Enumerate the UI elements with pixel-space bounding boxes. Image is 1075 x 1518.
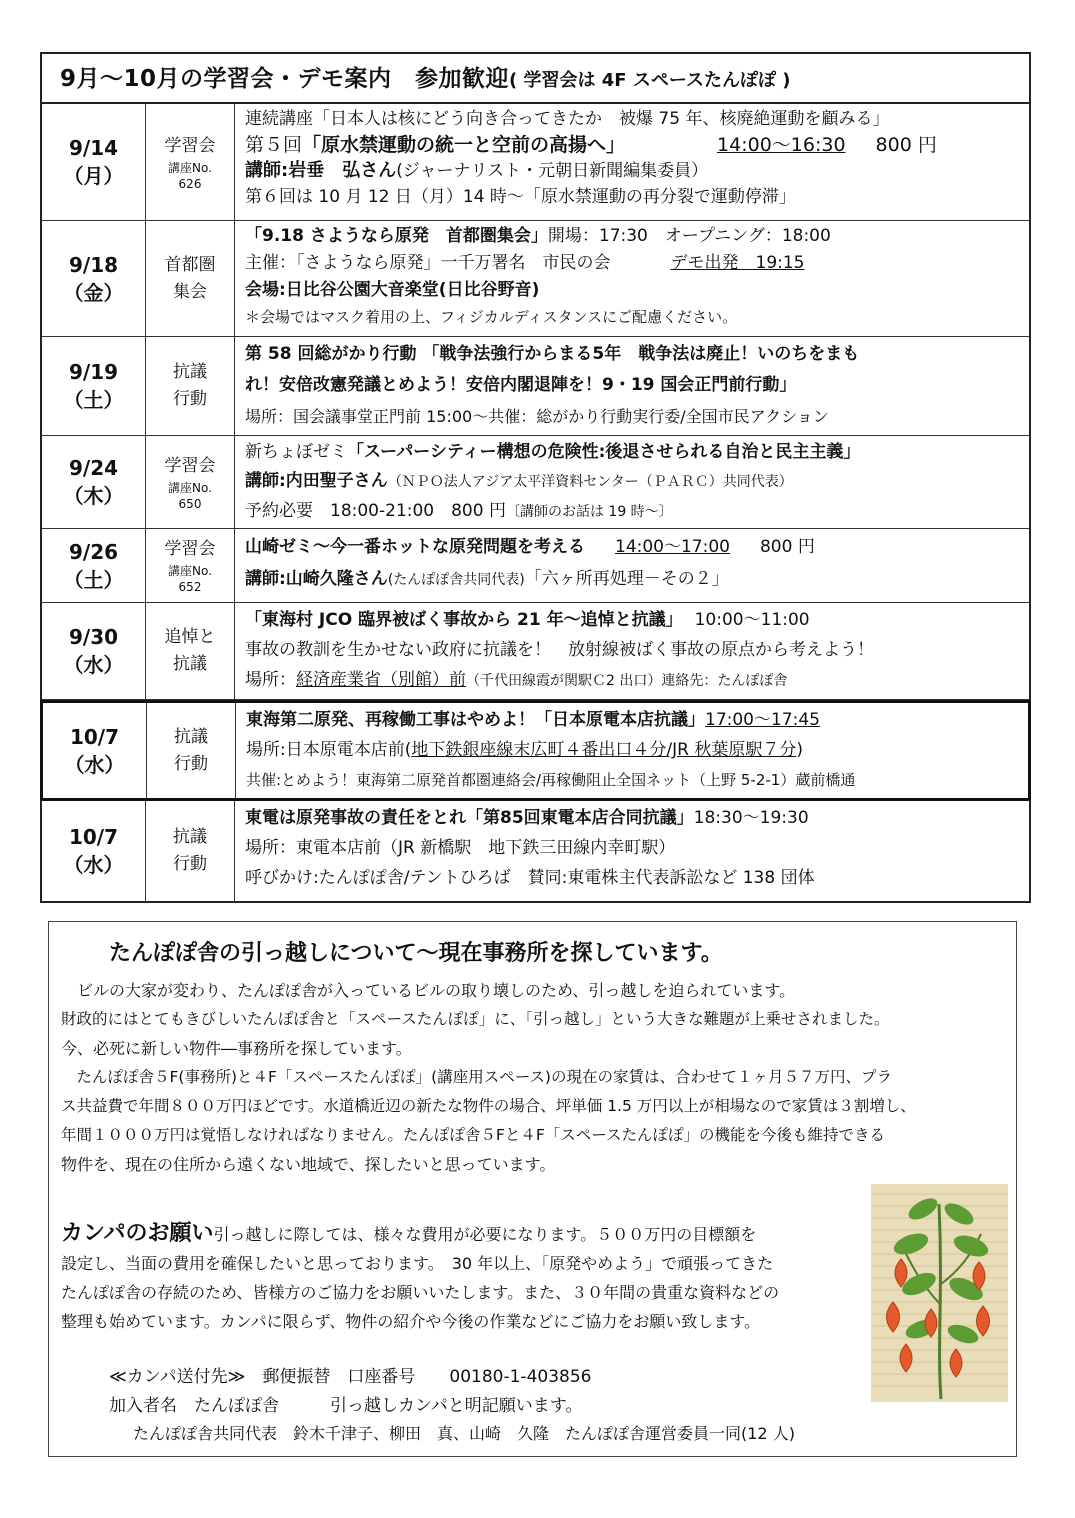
physalis-plant-illustration xyxy=(871,1184,1008,1402)
event-date: 9/26 （土） xyxy=(42,529,146,602)
event-type: 抗議 行動 xyxy=(146,337,235,435)
notice-body: ビルの大家が変わり、たんぽぽ舎が入っているビルの取り壊しのため、引っ越しを迫られています。 財政的にはとてもきびしいたんぽぽ舎と「スペースたんぽぽ」に、「引っ越し」という大きな難題が上乗せされました。 今、必死に新しい物件―事務所を探しています。 たんぽぽ舎５F(事務所)と４F「スペースたんぽぽ」(講座用スペース)の現在の家賃は、合わせて１ヶ月５７万円、プラ ス共益費で年間８００万円ほどです。水道橋近辺の新たな物件の場合、坪単価 1.5 万円以上が相場なので家賃は３割増し、 年間１０００万円は覚悟しなければなりません。たんぽぽ舎５Fと４F「スペースたんぽぽ」の機能を今後も維持できる 物件を、現在の住所から遠くない地域で、探したいと思っています。 xyxy=(61,981,916,1174)
event-row xyxy=(42,221,1029,337)
event-type: 学習会 講座No. 626 xyxy=(146,104,235,220)
event-body: 「東海村 JCO 臨界被ばく事故から 21 年～追悼と抗議」 10:00～11:00 事故の教訓を生かせない政府に抗議を！ 放射線被ばく事故の原点から考えよう！ 場所：経済産業省（別館）前（千代田線霞が関駅Ｃ2 出口）連絡先：たんぽぽ舎 xyxy=(245,610,874,690)
donation-request: カンパのお願い引っ越しに際しては、様々な費用が必要になります。５００万円の目標額を 設定し、当面の費用を確保したいと思っております。 30 年以上、「原発やめよう」で頑張ってきた たんぽぽ舎の存続のため、皆様方のご協力をお願いいたします。また、３０年間の貴重な資料などの 整理も始めています。カンパに限らず、物件の紹介や今後の作業などにご協力をお願い致します。 xyxy=(61,1221,780,1331)
event-date: 9/24 （木） xyxy=(42,436,146,528)
event-row-highlighted xyxy=(40,700,1031,801)
donation-destination: ≪カンパ送付先≫ 郵便振替 口座番号 00180-1-403856 加入者名 たんぽぽ舎 引っ越しカンパと明記願います。 xyxy=(109,1367,592,1416)
event-type: 首都圏 集会 xyxy=(146,221,235,336)
schedule-table xyxy=(40,52,1031,903)
event-body: 「9.18 さようなら原発 首都圏集会」開場：17:30 オープニング：18:00 主催：「さようなら原発」一千万署名 市民の会 デモ出発 19:15 会場:日比谷公園大音楽堂(日比谷野音) ＊会場ではマスク着用の上、フィジカルディスタンスにご配慮ください。 xyxy=(245,226,831,326)
event-type: 追悼と 抗議 xyxy=(146,603,235,699)
event-date: 9/14 （月） xyxy=(42,104,146,220)
event-row xyxy=(42,337,1029,436)
event-body: 新ちょぼゼミ「スーパーシティー構想の危険性:後退させられる自治と民主主義」 講師:内田聖子さん（ＮＰＯ法人アジア太平洋資料センター（ＰＡＲＣ）共同代表） 予約必要 18:00-21:00 800 円〔講師のお話は 19 時～〕 xyxy=(245,442,861,521)
event-date: 9/18 （金） xyxy=(42,221,146,336)
donation-heading: カンパのお願い xyxy=(61,1221,214,1246)
event-body: 連続講座「日本人は核にどう向き合ってきたか 被爆 75 年、核廃絶運動を顧みる」 第５回「原水禁運動の統一と空前の高揚へ」 14:00～16:30 800 円 講師:岩垂 弘さん(ジャーナリスト・元朝日新聞編集委員） 第６回は 10 月 12 日（月）14 時～「原水禁運動の再分裂で運動停滞」 xyxy=(245,109,937,207)
event-date: 10/7 （水） xyxy=(43,703,147,798)
event-body: 第 58 回総がかり行動 「戦争法強行からまる5年 戦争法は廃止！いのちをまも れ！安倍改憲発議とめよう！安倍内閣退陣を！9・19 国会正門前行動」 場所：国会議事堂正門前 15:00～共催：総がかり行動実行委/全国市民アクション xyxy=(245,344,860,426)
event-date: 9/19 （土） xyxy=(42,337,146,435)
event-row xyxy=(42,104,1029,221)
event-row xyxy=(42,603,1029,700)
event-type: 学習会 講座No. 650 xyxy=(146,436,235,528)
signature: たんぽぽ舎共同代表 鈴木千津子、柳田 真、山崎 久隆 たんぽぽ舎運営委員一同(12 人) xyxy=(133,1424,795,1443)
event-date: 9/30 （水） xyxy=(42,603,146,699)
event-body: 東電は原発事故の責任をとれ「第85回東電本店合同抗議」18:30～19:30 場所：東電本店前（JR 新橋駅 地下鉄三田線内幸町駅） 呼びかけ:たんぽぽ舎/テントひろば 賛同:東電株主代表訴訟など 138 団体 xyxy=(245,808,815,888)
event-row xyxy=(42,436,1029,529)
event-body: 山崎ゼミ～今一番ホットな原発問題を考える 14:00～17:00 800 円 講師:山崎久隆さん(たんぽぽ舎共同代表)「六ヶ所再処理－その２」 xyxy=(245,537,815,589)
moving-notice xyxy=(48,921,1017,1457)
event-row xyxy=(42,529,1029,603)
event-row xyxy=(42,801,1029,901)
event-type: 学習会 講座No. 652 xyxy=(146,529,235,602)
notice-title: たんぽぽ舎の引っ越しについて～現在事務所を探しています。 xyxy=(109,941,723,966)
event-body: 東海第二原発、再稼働工事はやめよ！「日本原電本店抗議」17:00～17:45 場所:日本原電本店前(地下鉄銀座線末広町４番出口４分/JR 秋葉原駅７分) 共催:とめよう！東海第二原発首都圏連絡会/再稼働阻止全国ネット（上野 5-2-1）蔵前橋通 xyxy=(246,710,856,789)
event-date: 10/7 （水） xyxy=(42,801,146,901)
schedule-title: 9月～10月の学習会・デモ案内 参加歓迎( 学習会は 4F スペースたんぽぽ ) xyxy=(42,54,1029,104)
event-type: 抗議 行動 xyxy=(147,703,236,798)
event-type: 抗議 行動 xyxy=(146,801,235,901)
